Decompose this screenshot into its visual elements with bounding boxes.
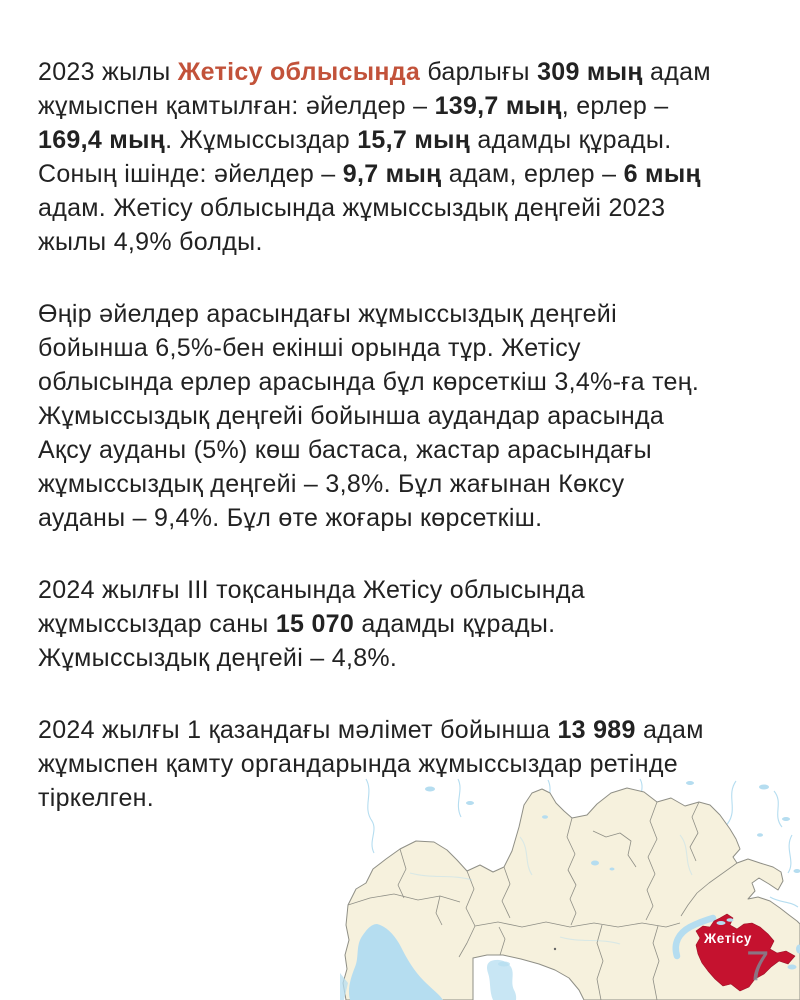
- paragraph: [38, 573, 768, 675]
- text-line: облысында ерлер арасында бұл көрсеткіш 3,4%-ға тең.: [38, 368, 700, 396]
- text-line: 2023 жылы Жетісу облысында барлығы 309 мың адам: [38, 58, 711, 86]
- text-line: жұмыссыздық деңгейі – 3,8%. Бұл жағынан Көксу: [38, 470, 625, 498]
- kazakhstan-map-svg: [340, 777, 800, 1000]
- text-line: Өңір әйелдер арасындағы жұмыссыздық деңгейі: [38, 300, 617, 328]
- text-line: бойынша 6,5%-бен екінші орында тұр. Жетісу: [38, 334, 581, 362]
- paragraph: [38, 297, 768, 535]
- paragraph: [38, 55, 768, 259]
- text-line: 169,4 мың. Жұмыссыздар 15,7 мың адамды құрады.: [38, 126, 672, 154]
- text-line: Жұмыссыздық деңгейі – 4,8%.: [38, 644, 398, 672]
- aral-sea: [487, 960, 516, 1000]
- kazakhstan-map: [340, 777, 800, 1000]
- text-line: Ақсу ауданы (5%) көш бастаса, жастар арасындағы: [38, 436, 652, 464]
- text-line: жұмыспен қамту органдарында жұмыссыздар ретінде: [38, 750, 678, 778]
- city-dot: [554, 948, 556, 950]
- text-line: ауданы – 9,4%. Бұл өте жоғары көрсеткіш.: [38, 504, 543, 532]
- text-line: 2024 жылғы 1 қазандағы мәлімет бойынша 13 989 адам: [38, 716, 704, 744]
- text-line: жұмыссыздар саны 15 070 адамды құрады.: [38, 610, 556, 638]
- text-line: Соның ішінде: әйелдер – 9,7 мың адам, ерлер – 6 мың: [38, 160, 701, 188]
- article-body: [38, 55, 768, 853]
- text-line: адам. Жетісу облысында жұмыссыздық деңгейі 2023: [38, 194, 666, 222]
- text-line: жылы 4,9% болды.: [38, 228, 263, 256]
- text-line: 2024 жылғы III тоқсанында Жетісу облысында: [38, 576, 585, 604]
- text-line: Жұмыссыздық деңгейі бойынша аудандар арасында: [38, 402, 665, 430]
- text-line: тіркелген.: [38, 784, 155, 812]
- map-region-label: Жетісу: [704, 931, 752, 946]
- page-number: 7: [746, 942, 770, 989]
- text-line: жұмыспен қамтылған: әйелдер – 139,7 мың, ерлер –: [38, 92, 669, 120]
